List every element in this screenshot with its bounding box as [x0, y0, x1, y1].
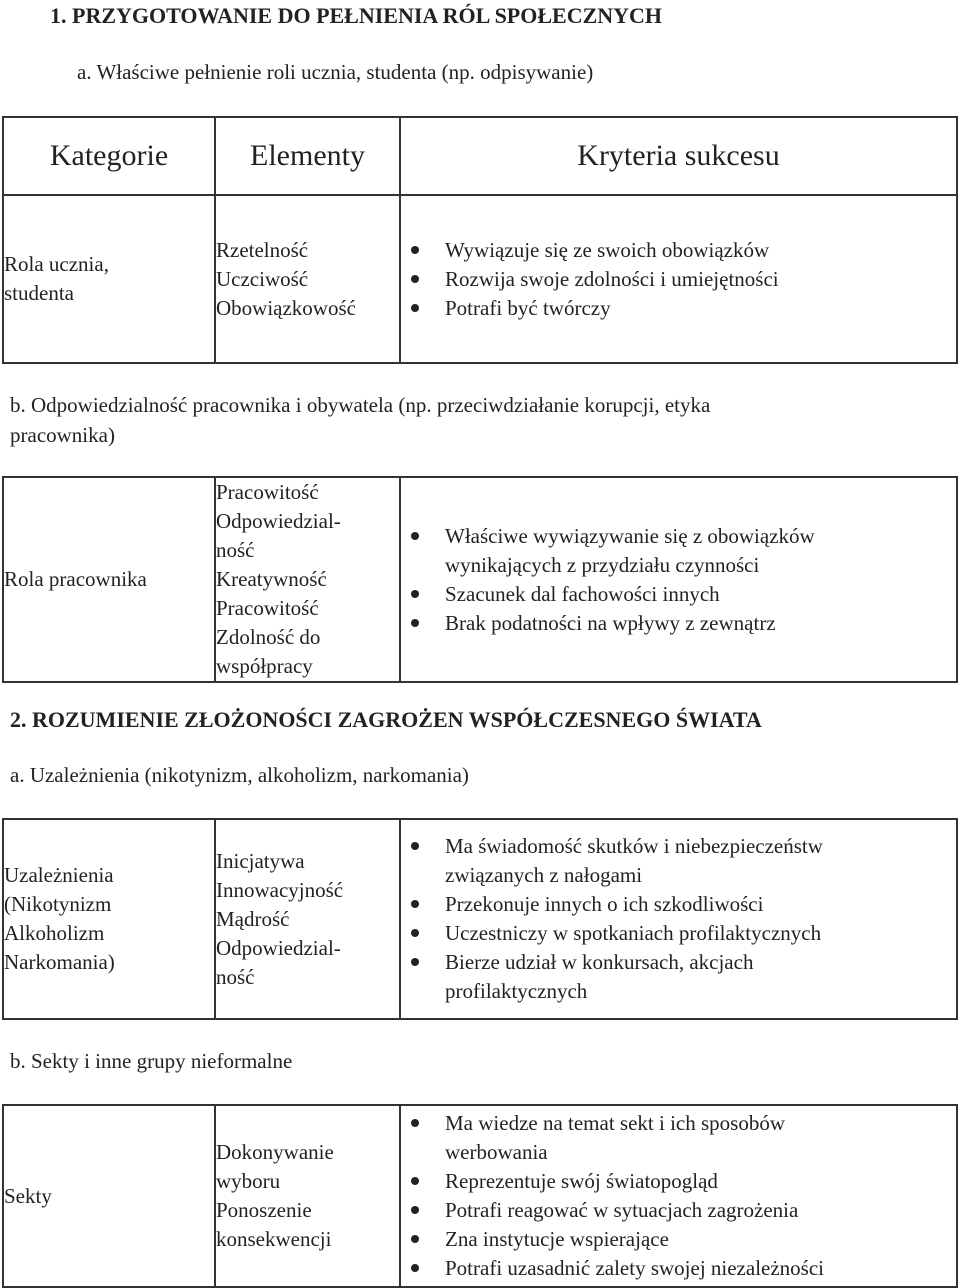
- elements-cell: Inicjatywa Innowacyjność Mądrość Odpowiedzial- ność: [215, 819, 400, 1019]
- criteria-item: Potrafi reagować w sytuacjach zagrożenia: [401, 1196, 956, 1225]
- criteria-cell: [400, 195, 957, 363]
- subsection-b1-title: b. Odpowiedzialność pracownika i obywatela (np. przeciwdziałanie korupcji, etyka pracownika): [10, 393, 711, 447]
- bullet-icon: [411, 1119, 419, 1127]
- subsection-a2-title: a. Uzależnienia (nikotynizm, alkoholizm, narkomania): [10, 763, 469, 787]
- criteria-item: Szacunek dal fachowości innych: [401, 580, 956, 609]
- column-header-elements: Elementy: [215, 117, 400, 195]
- criteria-item: Przekonuje innych o ich szkodliwości: [401, 890, 956, 919]
- bullet-icon: [411, 304, 419, 312]
- bullet-icon: [411, 590, 419, 598]
- criteria-item: Zna instytucje wspierające: [401, 1225, 956, 1254]
- column-header-categories: Kategorie: [3, 117, 215, 195]
- elements-cell: Pracowitość Odpowiedzial- ność Kreatywność Pracowitość Zdolność do współpracy: [215, 477, 400, 682]
- bullet-icon: [411, 1177, 419, 1185]
- elements-cell: Dokonywanie wyboru Ponoszenie konsekwencji: [215, 1105, 400, 1287]
- criteria-cell: [400, 819, 957, 1019]
- table-worker-role: [2, 476, 958, 683]
- table-sects: [2, 1104, 958, 1288]
- section-1-heading: 1. PRZYGOTOWANIE DO PEŁNIENIA RÓL SPOŁECZNYCH: [50, 3, 663, 28]
- subsection-b2-title: b. Sekty i inne grupy nieformalne: [10, 1049, 293, 1073]
- category-cell: Sekty: [3, 1105, 215, 1287]
- bullet-icon: [411, 842, 419, 850]
- criteria-item: Ma wiedze na temat sekt i ich sposobów werbowania: [401, 1109, 956, 1167]
- bullet-icon: [411, 1264, 419, 1272]
- criteria-item: Rozwija swoje zdolności i umiejętności: [401, 265, 956, 294]
- table-addictions: [2, 818, 958, 1020]
- bullet-icon: [411, 958, 419, 966]
- elements-cell: Rzetelność Uczciwość Obowiązkowość: [215, 195, 400, 363]
- bullet-icon: [411, 929, 419, 937]
- bullet-icon: [411, 1206, 419, 1214]
- criteria-cell: [400, 1105, 957, 1287]
- criteria-item: Ma świadomość skutków i niebezpieczeństw związanych z nałogami: [401, 832, 956, 890]
- category-cell: Rola ucznia, studenta: [3, 195, 215, 363]
- bullet-icon: [411, 619, 419, 627]
- table-student-role: [2, 116, 958, 364]
- bullet-icon: [411, 900, 419, 908]
- bullet-icon: [411, 246, 419, 254]
- category-cell: Rola pracownika: [3, 477, 215, 682]
- criteria-item: Wywiązuje się ze swoich obowiązków: [401, 236, 956, 265]
- section-2-heading: 2. ROZUMIENIE ZŁOŻONOŚCI ZAGROŻEN WSPÓŁCZESNEGO ŚWIATA: [10, 707, 762, 732]
- category-cell: Uzależnienia (Nikotynizm Alkoholizm Narkomania): [3, 819, 215, 1019]
- column-header-criteria: Kryteria sukcesu: [400, 117, 957, 195]
- criteria-item: Reprezentuje swój światopogląd: [401, 1167, 956, 1196]
- criteria-item: Brak podatności na wpływy z zewnątrz: [401, 609, 956, 638]
- bullet-icon: [411, 1235, 419, 1243]
- bullet-icon: [411, 275, 419, 283]
- criteria-item: Potrafi być twórczy: [401, 294, 956, 323]
- criteria-cell: [400, 477, 957, 682]
- criteria-item: Uczestniczy w spotkaniach profilaktycznych: [401, 919, 956, 948]
- criteria-item: Właściwe wywiązywanie się z obowiązków wynikających z przydziału czynności: [401, 522, 956, 580]
- subsection-a1-title: a. Właściwe pełnienie roli ucznia, studenta (np. odpisywanie): [77, 60, 594, 84]
- criteria-item: Potrafi uzasadnić zalety swojej niezależności: [401, 1254, 956, 1283]
- bullet-icon: [411, 532, 419, 540]
- criteria-item: Bierze udział w konkursach, akcjach profilaktycznych: [401, 948, 956, 1006]
